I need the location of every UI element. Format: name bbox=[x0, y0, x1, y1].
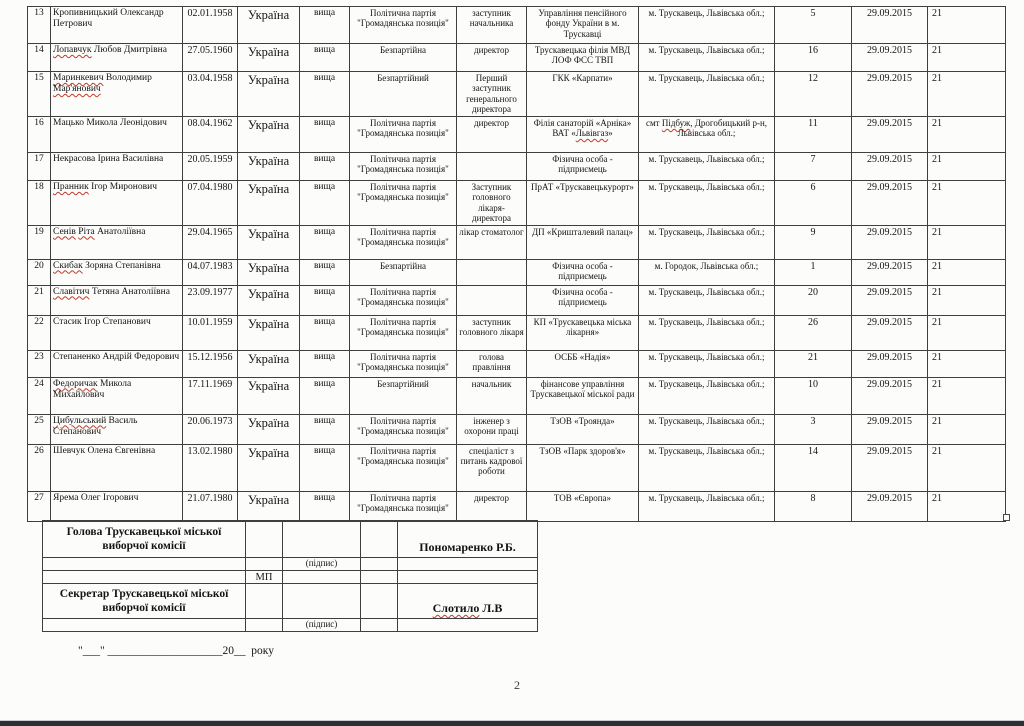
cell-date: 29.09.2015 bbox=[852, 285, 928, 315]
cell-address: м. Трускавець, Львівська обл.; bbox=[639, 152, 775, 180]
cell-workplace: Фізична особа - підприємець bbox=[527, 285, 639, 315]
cell-citizenship: Україна bbox=[238, 414, 300, 444]
cell-education: вища bbox=[300, 152, 350, 180]
cell-birthdate: 29.04.1965 bbox=[183, 225, 238, 259]
cell-birthdate: 07.04.1980 bbox=[183, 180, 238, 225]
cell-row-number: 19 bbox=[28, 225, 51, 259]
cell-name: Мацько Микола Леонідович bbox=[51, 116, 183, 152]
signature-caption-row bbox=[43, 619, 538, 632]
cell-position: директор bbox=[457, 491, 527, 521]
signature-space bbox=[283, 584, 361, 619]
cell-address: м. Трускавець, Львівська обл.; bbox=[639, 225, 775, 259]
cell-party: Політична партія "Громадянська позиція" bbox=[350, 225, 457, 259]
cell-date: 29.09.2015 bbox=[852, 7, 928, 44]
cell-workplace: ОСББ «Надія» bbox=[527, 350, 639, 377]
cell-row-number: 13 bbox=[28, 7, 51, 44]
cell-date: 29.09.2015 bbox=[852, 116, 928, 152]
cell-date: 29.09.2015 bbox=[852, 225, 928, 259]
cell-workplace: ТзОВ «Троянда» bbox=[527, 414, 639, 444]
cell-term: 21 bbox=[928, 350, 1006, 377]
cell-position: заступник начальника bbox=[457, 7, 527, 44]
cell-row-number: 14 bbox=[28, 44, 51, 72]
cell-education: вища bbox=[300, 350, 350, 377]
cell-workplace: Філія санаторій «Арніка» ВАТ «Львівгаз» bbox=[527, 116, 639, 152]
cell-row-number: 25 bbox=[28, 414, 51, 444]
cell-party: Політична партія "Громадянська позиція" bbox=[350, 116, 457, 152]
cell-education: вища bbox=[300, 7, 350, 44]
cell-term: 21 bbox=[928, 116, 1006, 152]
cell-birthdate: 20.05.1959 bbox=[183, 152, 238, 180]
cell-position: лікар стоматолог bbox=[457, 225, 527, 259]
cell-row-number: 16 bbox=[28, 116, 51, 152]
empty-cell bbox=[43, 619, 246, 632]
empty-cell bbox=[283, 571, 361, 584]
table-row bbox=[28, 44, 1006, 72]
main-table-body bbox=[28, 7, 1006, 522]
cell-number: 26 bbox=[775, 315, 852, 350]
table-row bbox=[28, 377, 1006, 414]
cell-position: інженер з охорони праці bbox=[457, 414, 527, 444]
cell-address: смт Підбуж, Дрогобицький р-н, Львівська обл.; bbox=[639, 116, 775, 152]
cell-date: 29.09.2015 bbox=[852, 72, 928, 117]
commission-members-table bbox=[27, 6, 1006, 522]
cell-date: 29.09.2015 bbox=[852, 491, 928, 521]
cell-row-number: 18 bbox=[28, 180, 51, 225]
cell-party: Безпартійна bbox=[350, 259, 457, 285]
cell-citizenship: Україна bbox=[238, 350, 300, 377]
cell-position: директор bbox=[457, 116, 527, 152]
signature-caption-row bbox=[43, 558, 538, 571]
signature-space bbox=[283, 521, 361, 558]
table-row bbox=[28, 350, 1006, 377]
cell-term: 21 bbox=[928, 152, 1006, 180]
cell-address: м. Трускавець, Львівська обл.; bbox=[639, 7, 775, 44]
cell-workplace: Управління пенсійного фонду України в м. Трускавці bbox=[527, 7, 639, 44]
page-number: 2 bbox=[514, 678, 520, 692]
cell-workplace: Фізична особа - підприємець bbox=[527, 152, 639, 180]
cell-education: вища bbox=[300, 44, 350, 72]
cell-position: директор bbox=[457, 44, 527, 72]
cell-name: Славітич Тетяна Анатоліївна bbox=[51, 285, 183, 315]
table-row bbox=[28, 7, 1006, 44]
secretary-title: Секретар Трускавецької міської виборчої комісії bbox=[43, 584, 246, 619]
cell-address: м. Трускавець, Львівська обл.; bbox=[639, 414, 775, 444]
table-row bbox=[28, 414, 1006, 444]
cell-date: 29.09.2015 bbox=[852, 259, 928, 285]
table-row bbox=[28, 491, 1006, 521]
cell-education: вища bbox=[300, 72, 350, 117]
cell-term: 21 bbox=[928, 7, 1006, 44]
cell-address: м. Трускавець, Львівська обл.; bbox=[639, 350, 775, 377]
cell-address: м. Трускавець, Львівська обл.; bbox=[639, 285, 775, 315]
cell-number: 16 bbox=[775, 44, 852, 72]
cell-name: Ярема Олег Ігорович bbox=[51, 491, 183, 521]
cell-education: вища bbox=[300, 116, 350, 152]
cell-name: Некрасова Ірина Василівна bbox=[51, 152, 183, 180]
empty-cell bbox=[246, 558, 283, 571]
cell-date: 29.09.2015 bbox=[852, 44, 928, 72]
cell-party: Політична партія "Громадянська позиція" bbox=[350, 350, 457, 377]
cell-date: 29.09.2015 bbox=[852, 350, 928, 377]
cell-citizenship: Україна bbox=[238, 44, 300, 72]
cell-education: вища bbox=[300, 259, 350, 285]
cell-position: голова правління bbox=[457, 350, 527, 377]
empty-cell bbox=[43, 558, 246, 571]
date-blank-line: "___" ____________________20__ року bbox=[78, 645, 274, 657]
cell-number: 3 bbox=[775, 414, 852, 444]
cell-birthdate: 27.05.1960 bbox=[183, 44, 238, 72]
stamp-label: МП bbox=[246, 571, 283, 584]
empty-cell bbox=[361, 571, 398, 584]
cell-party: Безпартійний bbox=[350, 377, 457, 414]
table-row bbox=[28, 72, 1006, 117]
cell-name: Шевчук Олена Євгенівна bbox=[51, 444, 183, 491]
secretary-name: Слотило Л.В bbox=[398, 584, 538, 619]
cell-name: Кропивницький Олександр Петрович bbox=[51, 7, 183, 44]
cell-birthdate: 02.01.1958 bbox=[183, 7, 238, 44]
empty-cell bbox=[43, 571, 246, 584]
cell-number: 10 bbox=[775, 377, 852, 414]
cell-number: 5 bbox=[775, 7, 852, 44]
cell-name: Цибульський Василь Степанович bbox=[51, 414, 183, 444]
cell-term: 21 bbox=[928, 180, 1006, 225]
cell-term: 21 bbox=[928, 315, 1006, 350]
empty-cell bbox=[361, 521, 398, 558]
cell-birthdate: 08.04.1962 bbox=[183, 116, 238, 152]
cell-position: заступник головного лікаря bbox=[457, 315, 527, 350]
signature-block-table bbox=[42, 520, 538, 632]
cell-number: 14 bbox=[775, 444, 852, 491]
cell-name: Лопавчук Любов Дмитрівна bbox=[51, 44, 183, 72]
cell-education: вища bbox=[300, 444, 350, 491]
cell-address: м. Трускавець, Львівська обл.; bbox=[639, 377, 775, 414]
cell-education: вища bbox=[300, 285, 350, 315]
cell-number: 9 bbox=[775, 225, 852, 259]
cell-name: Степаненко Андрій Федорович bbox=[51, 350, 183, 377]
cell-term: 21 bbox=[928, 377, 1006, 414]
cell-term: 21 bbox=[928, 225, 1006, 259]
cell-number: 7 bbox=[775, 152, 852, 180]
cell-education: вища bbox=[300, 414, 350, 444]
cell-row-number: 22 bbox=[28, 315, 51, 350]
cell-term: 21 bbox=[928, 414, 1006, 444]
cell-birthdate: 03.04.1958 bbox=[183, 72, 238, 117]
empty-cell bbox=[361, 558, 398, 571]
cell-name: Сенів Ріта Анатоліївна bbox=[51, 225, 183, 259]
cell-number: 11 bbox=[775, 116, 852, 152]
cell-number: 1 bbox=[775, 259, 852, 285]
cell-party: Політична партія "Громадянська позиція" bbox=[350, 444, 457, 491]
cell-number: 8 bbox=[775, 491, 852, 521]
table-row bbox=[28, 152, 1006, 180]
table-resize-handle[interactable] bbox=[1003, 514, 1010, 521]
cell-row-number: 26 bbox=[28, 444, 51, 491]
empty-cell bbox=[246, 619, 283, 632]
cell-citizenship: Україна bbox=[238, 152, 300, 180]
cell-citizenship: Україна bbox=[238, 491, 300, 521]
cell-name: Пранник Ігор Миронович bbox=[51, 180, 183, 225]
cell-citizenship: Україна bbox=[238, 259, 300, 285]
cell-birthdate: 20.06.1973 bbox=[183, 414, 238, 444]
signature-caption: (підпис) bbox=[283, 558, 361, 571]
cell-birthdate: 13.02.1980 bbox=[183, 444, 238, 491]
cell-education: вища bbox=[300, 180, 350, 225]
cell-date: 29.09.2015 bbox=[852, 152, 928, 180]
cell-term: 21 bbox=[928, 444, 1006, 491]
cell-citizenship: Україна bbox=[238, 72, 300, 117]
empty-cell bbox=[361, 619, 398, 632]
cell-position bbox=[457, 152, 527, 180]
cell-party: Безпартійний bbox=[350, 72, 457, 117]
window-bottom-edge bbox=[0, 721, 1024, 726]
cell-date: 29.09.2015 bbox=[852, 315, 928, 350]
cell-workplace: ДП «Кришталевий палац» bbox=[527, 225, 639, 259]
cell-row-number: 23 bbox=[28, 350, 51, 377]
cell-party: Політична партія "Громадянська позиція" bbox=[350, 491, 457, 521]
cell-citizenship: Україна bbox=[238, 377, 300, 414]
cell-position: Перший заступник генерального директора bbox=[457, 72, 527, 117]
cell-row-number: 24 bbox=[28, 377, 51, 414]
empty-cell bbox=[398, 558, 538, 571]
cell-workplace: ТОВ «Європа» bbox=[527, 491, 639, 521]
cell-citizenship: Україна bbox=[238, 285, 300, 315]
cell-education: вища bbox=[300, 225, 350, 259]
cell-party: Політична партія "Громадянська позиція" bbox=[350, 315, 457, 350]
cell-education: вища bbox=[300, 491, 350, 521]
cell-address: м. Трускавець, Львівська обл.; bbox=[639, 180, 775, 225]
cell-party: Політична партія "Громадянська позиція" bbox=[350, 285, 457, 315]
cell-citizenship: Україна bbox=[238, 7, 300, 44]
cell-date: 29.09.2015 bbox=[852, 414, 928, 444]
empty-cell bbox=[246, 521, 283, 558]
empty-cell bbox=[246, 584, 283, 619]
cell-address: м. Трускавець, Львівська обл.; bbox=[639, 315, 775, 350]
cell-date: 29.09.2015 bbox=[852, 444, 928, 491]
cell-workplace: ПрАТ «Трускавецькурорт» bbox=[527, 180, 639, 225]
cell-address: м. Трускавець, Львівська обл.; bbox=[639, 72, 775, 117]
empty-cell bbox=[361, 584, 398, 619]
signature-caption: (підпис) bbox=[283, 619, 361, 632]
cell-position bbox=[457, 285, 527, 315]
cell-birthdate: 15.12.1956 bbox=[183, 350, 238, 377]
cell-birthdate: 17.11.1969 bbox=[183, 377, 238, 414]
cell-term: 21 bbox=[928, 44, 1006, 72]
cell-row-number: 15 bbox=[28, 72, 51, 117]
cell-citizenship: Україна bbox=[238, 180, 300, 225]
cell-position: Заступник головного лікаря-директора bbox=[457, 180, 527, 225]
table-row bbox=[28, 225, 1006, 259]
cell-birthdate: 23.09.1977 bbox=[183, 285, 238, 315]
table-row bbox=[28, 315, 1006, 350]
cell-party: Політична партія "Громадянська позиція" bbox=[350, 7, 457, 44]
cell-workplace: ТзОВ «Парк здоров'я» bbox=[527, 444, 639, 491]
cell-education: вища bbox=[300, 315, 350, 350]
cell-birthdate: 10.01.1959 bbox=[183, 315, 238, 350]
cell-workplace: Трускавецька філія МВД ЛОФ ФСС ТВП bbox=[527, 44, 639, 72]
cell-position: начальник bbox=[457, 377, 527, 414]
table-row bbox=[28, 180, 1006, 225]
cell-row-number: 17 bbox=[28, 152, 51, 180]
cell-workplace: ГКК «Карпати» bbox=[527, 72, 639, 117]
cell-number: 21 bbox=[775, 350, 852, 377]
cell-address: м. Городок, Львівська обл.; bbox=[639, 259, 775, 285]
cell-position bbox=[457, 259, 527, 285]
table-row bbox=[28, 259, 1006, 285]
cell-row-number: 21 bbox=[28, 285, 51, 315]
cell-term: 21 bbox=[928, 285, 1006, 315]
cell-date: 29.09.2015 bbox=[852, 377, 928, 414]
cell-education: вища bbox=[300, 377, 350, 414]
cell-number: 6 bbox=[775, 180, 852, 225]
cell-party: Політична партія "Громадянська позиція" bbox=[350, 180, 457, 225]
cell-workplace: КП «Трускавецька міська лікарня» bbox=[527, 315, 639, 350]
cell-birthdate: 21.07.1980 bbox=[183, 491, 238, 521]
cell-party: Безпартійна bbox=[350, 44, 457, 72]
cell-name: Стасик Ігор Степанович bbox=[51, 315, 183, 350]
cell-name: Скибак Зоряна Степанівна bbox=[51, 259, 183, 285]
table-row bbox=[28, 116, 1006, 152]
cell-row-number: 20 bbox=[28, 259, 51, 285]
signature-row-secretary bbox=[43, 584, 538, 619]
cell-party: Політична партія "Громадянська позиція" bbox=[350, 414, 457, 444]
table-row bbox=[28, 444, 1006, 491]
cell-workplace: Фізична особа - підприємець bbox=[527, 259, 639, 285]
cell-address: м. Трускавець, Львівська обл.; bbox=[639, 444, 775, 491]
cell-birthdate: 04.07.1983 bbox=[183, 259, 238, 285]
cell-date: 29.09.2015 bbox=[852, 180, 928, 225]
chairman-name: Пономаренко Р.Б. bbox=[398, 521, 538, 558]
stamp-row bbox=[43, 571, 538, 584]
cell-number: 20 bbox=[775, 285, 852, 315]
cell-citizenship: Україна bbox=[238, 116, 300, 152]
cell-number: 12 bbox=[775, 72, 852, 117]
empty-cell bbox=[398, 571, 538, 584]
cell-citizenship: Україна bbox=[238, 444, 300, 491]
cell-term: 21 bbox=[928, 491, 1006, 521]
cell-position: спеціаліст з питань кадрової роботи bbox=[457, 444, 527, 491]
cell-address: м. Трускавець, Львівська обл.; bbox=[639, 44, 775, 72]
empty-cell bbox=[398, 619, 538, 632]
chairman-title: Голова Трускавецької міської виборчої комісії bbox=[43, 521, 246, 558]
table-row bbox=[28, 285, 1006, 315]
cell-name: Маринкевич Володимир Мар'янович bbox=[51, 72, 183, 117]
cell-row-number: 27 bbox=[28, 491, 51, 521]
cell-term: 21 bbox=[928, 259, 1006, 285]
cell-party: Політична партія "Громадянська позиція" bbox=[350, 152, 457, 180]
cell-citizenship: Україна bbox=[238, 225, 300, 259]
cell-name: Федоричак Микола Михайлович bbox=[51, 377, 183, 414]
cell-citizenship: Україна bbox=[238, 315, 300, 350]
cell-term: 21 bbox=[928, 72, 1006, 117]
cell-workplace: фінансове управління Трускавецької міської ради bbox=[527, 377, 639, 414]
cell-address: м. Трускавець, Львівська обл.; bbox=[639, 491, 775, 521]
signature-row-chairman bbox=[43, 521, 538, 558]
